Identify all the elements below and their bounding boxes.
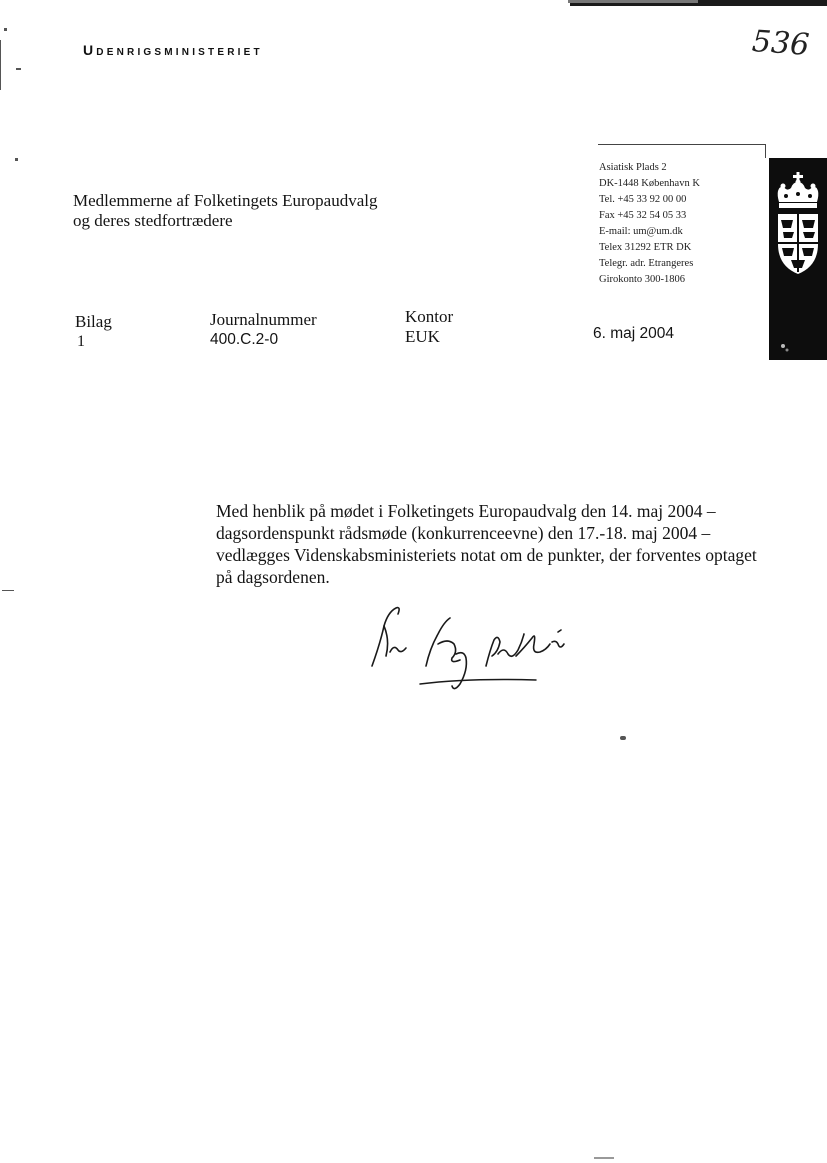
address-block bbox=[599, 160, 700, 288]
margin-mark bbox=[15, 158, 18, 161]
kontor-value: EUK bbox=[405, 327, 440, 346]
recipient-line: og deres stedfortrædere bbox=[73, 211, 233, 230]
address-line: E-mail: um@um.dk bbox=[599, 226, 683, 237]
crest-bar bbox=[769, 158, 827, 360]
recipient-line: Medlemmerne af Folketingets Europaudvalg bbox=[73, 191, 378, 210]
ministry-name: Udenrigsministeriet bbox=[83, 42, 263, 58]
journal-label: Journalnummer bbox=[210, 310, 317, 329]
bilag-label: Bilag bbox=[75, 312, 112, 331]
scan-speck bbox=[620, 736, 626, 740]
kontor-label: Kontor bbox=[405, 307, 454, 326]
journal-value: 400.C.2-0 bbox=[210, 331, 279, 348]
address-line: DK-1448 København K bbox=[599, 178, 700, 189]
address-line: Telegr. adr. Etrangeres bbox=[599, 258, 694, 269]
address-line: Tel. +45 33 92 00 00 bbox=[599, 194, 687, 205]
scan-top-line-faint bbox=[568, 0, 698, 3]
margin-line bbox=[0, 40, 1, 90]
body-paragraph: Med henblik på mødet i Folketingets Europaudvalg den 14. maj 2004 – dagsordenspunkt rådsmøde (konkurrenceevne) den 17.-18. maj 2004 – vedlægges Videnskabsministeriets notat om de punkter, der forventes optaget på dagsordenen. bbox=[216, 501, 757, 587]
document-date: 6. maj 2004 bbox=[593, 325, 674, 342]
bilag-value: 1 bbox=[77, 333, 85, 350]
address-rule bbox=[598, 144, 766, 145]
handwritten-document-number: 536 bbox=[750, 24, 811, 63]
address-rule-end bbox=[765, 144, 766, 158]
scan-speck bbox=[594, 1157, 614, 1159]
margin-mark bbox=[16, 68, 21, 70]
address-line: Telex 31292 ETR DK bbox=[599, 242, 692, 253]
royal-crest-icon bbox=[769, 158, 827, 360]
recipient-block bbox=[73, 191, 378, 231]
address-line: Fax +45 32 54 05 33 bbox=[599, 210, 687, 221]
address-line: Asiatisk Plads 2 bbox=[599, 162, 667, 173]
address-line: Girokonto 300-1806 bbox=[599, 274, 686, 285]
margin-mark bbox=[2, 590, 14, 591]
margin-mark bbox=[4, 28, 7, 31]
handwritten-signature bbox=[368, 604, 578, 694]
